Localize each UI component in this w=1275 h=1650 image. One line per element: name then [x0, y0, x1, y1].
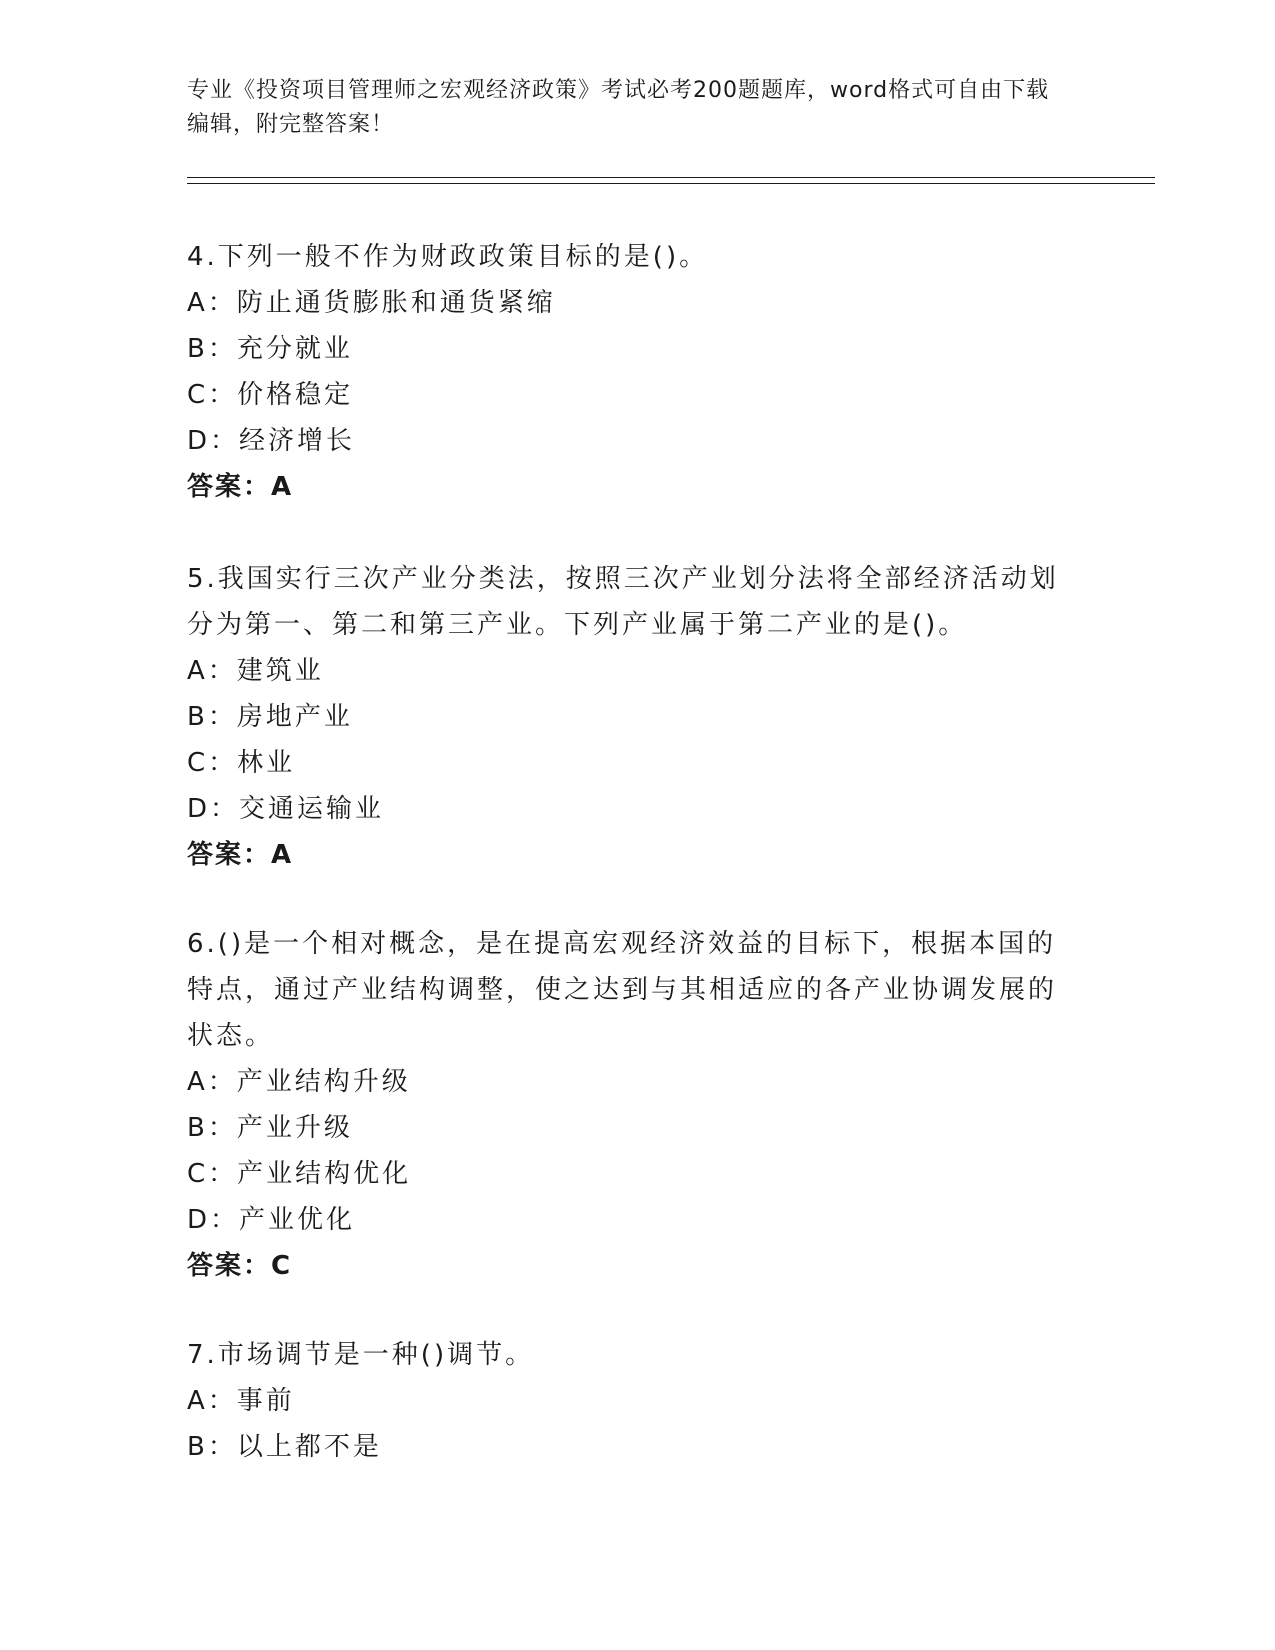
- question-block: [187, 556, 1067, 878]
- option-b: B：房地产业: [187, 702, 353, 732]
- option-d: D：交通运输业: [187, 794, 385, 824]
- answer-line: 答案：A: [187, 472, 294, 502]
- header-divider-top: [187, 177, 1155, 178]
- option-d: D：经济增长: [187, 426, 356, 456]
- question-stem: 5.我国实行三次产业分类法，按照三次产业划分法将全部经济活动划分为第一、第二和第三产业。下列产业属于第二产业的是()。: [187, 564, 1059, 640]
- option-a: A：产业结构升级: [187, 1067, 411, 1097]
- option-a: A：事前: [187, 1386, 295, 1416]
- option-a: A：防止通货膨胀和通货紧缩: [187, 288, 556, 318]
- option-b: B：充分就业: [187, 334, 353, 364]
- option-d: D：产业优化: [187, 1205, 356, 1235]
- answer-line: 答案：C: [187, 1251, 293, 1281]
- option-c: C：林业: [187, 748, 296, 778]
- option-c: C：价格稳定: [187, 380, 354, 410]
- option-b: B：产业升级: [187, 1113, 353, 1143]
- question-block: [187, 1332, 1067, 1470]
- question-stem: 4.下列一般不作为财政政策目标的是()。: [187, 242, 709, 272]
- question-stem: 7.市场调节是一种()调节。: [187, 1340, 535, 1370]
- option-b: B：以上都不是: [187, 1432, 382, 1462]
- question-block: [187, 921, 1067, 1289]
- option-a: A：建筑业: [187, 656, 324, 686]
- option-c: C：产业结构优化: [187, 1159, 412, 1189]
- question-block: [187, 234, 1067, 510]
- answer-line: 答案：A: [187, 840, 294, 870]
- header-divider-bottom: [187, 183, 1155, 184]
- question-stem: 6.()是一个相对概念，是在提高宏观经济效益的目标下，根据本国的特点，通过产业结构调整，使之达到与其相适应的各产业协调发展的状态。: [187, 929, 1058, 1051]
- document-header: 专业《投资项目管理师之宏观经济政策》考试必考200题题库，word格式可自由下载编辑，附完整答案！: [187, 78, 1050, 137]
